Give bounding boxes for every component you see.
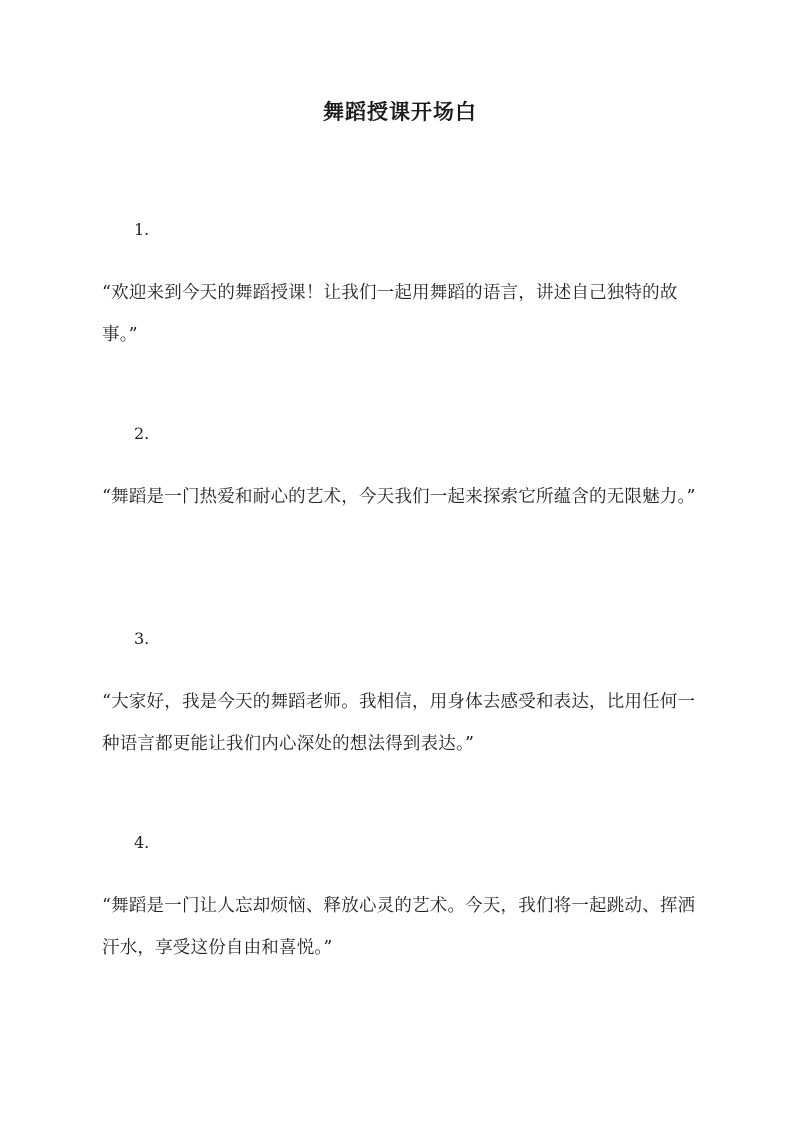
item-number: 2. <box>134 424 150 443</box>
item-number: 3. <box>134 629 150 648</box>
item-text: “大家好，我是今天的舞蹈老师。我相信，用身体去感受和表达，比用任何一种语言都更能让我们内心深处的想法得到表达。” <box>102 692 696 754</box>
item-number: 4. <box>134 833 150 852</box>
list-item <box>102 833 702 969</box>
list-item <box>102 220 702 356</box>
list-item <box>102 424 702 518</box>
item-text: “舞蹈是一门热爱和耐心的艺术，今天我们一起来探索它所蕴含的无限魅力。” <box>102 487 696 507</box>
page-title: 舞蹈授课开场白 <box>323 99 477 124</box>
item-number: 1. <box>134 220 150 239</box>
item-text: “舞蹈是一门让人忘却烦恼、释放心灵的艺术。今天，我们将一起跳动、挥洒汗水，享受这份自由和喜悦。” <box>102 896 696 958</box>
item-text: “欢迎来到今天的舞蹈授课！让我们一起用舞蹈的语言，讲述自己独特的故事。” <box>102 283 678 345</box>
list-item <box>102 629 702 765</box>
